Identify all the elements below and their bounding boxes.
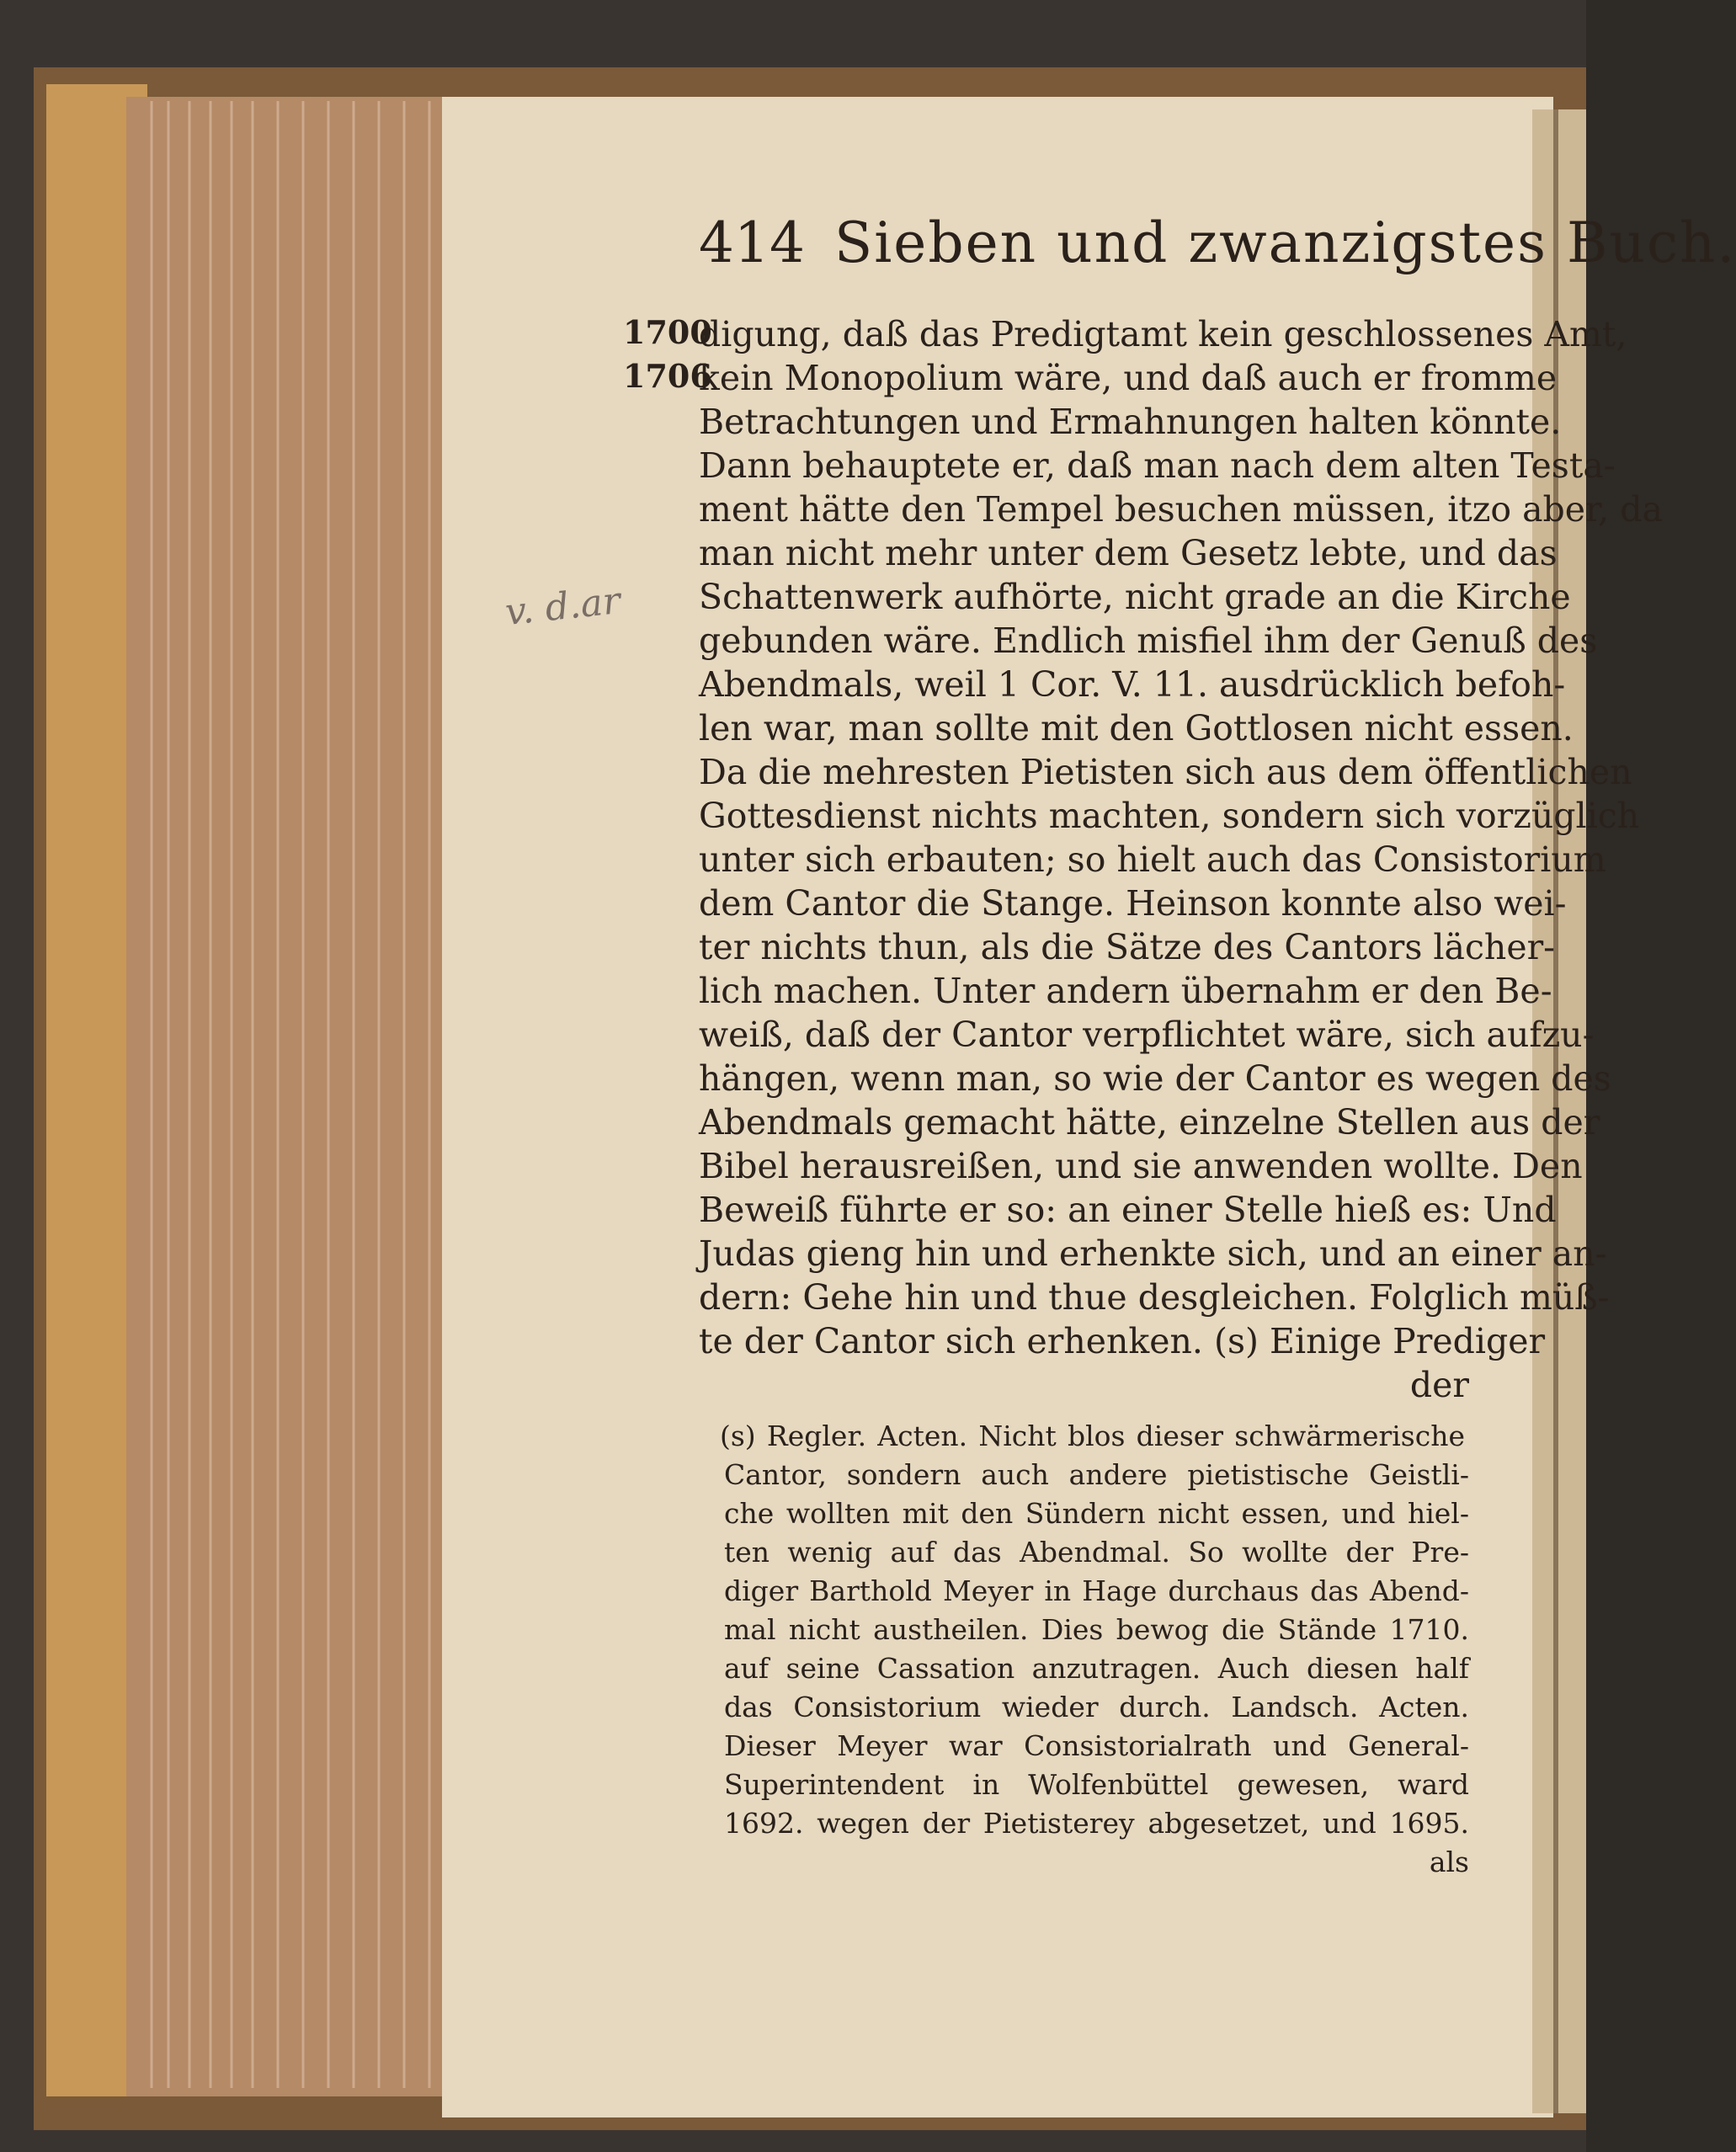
body-line-12: Gottesdienst nichts machten, sondern sich vorzüglich: [699, 796, 1640, 836]
body-line-24: te der Cantor sich erhenken. (s) Einige Prediger: [699, 1321, 1546, 1361]
body-line-23: dern: Gehe hin und thue desgleichen. Folglich müß-: [699, 1277, 1610, 1318]
page-number: 414: [699, 210, 805, 275]
margin-year-2: 1706: [623, 357, 712, 395]
body-line-9: Abendmals, weil 1 Cor. V. 11. ausdrücklich befoh-: [699, 664, 1566, 705]
footnote-line-1: (s) Regler. Acten. Nicht blos dieser schwärmerische: [720, 1420, 1465, 1452]
catchword: der: [1409, 1365, 1469, 1405]
footnote-line-9: Dieser Meyer war Consistorialrath und General-: [724, 1729, 1469, 1762]
footnote-line-6: mal nicht austheilen. Dies bewog die Stände 1710.: [724, 1613, 1469, 1646]
body-line-19: Abendmals gemacht hätte, einzelne Stellen aus der: [699, 1102, 1600, 1143]
body-line-2: kein Monopolium wäre, und daß auch er fromme: [699, 358, 1558, 398]
body-line-15: ter nichts thun, als die Sätze des Cantors lächer-: [699, 927, 1556, 967]
footnote-line-11: 1692. wegen der Pietisterey abgesetzet, und 1695.: [724, 1807, 1469, 1840]
body-line-4: Dann behauptete er, daß man nach dem alten Testa-: [699, 445, 1616, 486]
page-header: [699, 210, 1736, 295]
body-line-21: Beweiß führte er so: an einer Stelle hieß es: Und: [699, 1190, 1557, 1230]
running-title: Sieben und zwanzigstes Buch.: [833, 210, 1736, 275]
body-line-6: man nicht mehr unter dem Gesetz lebte, und das: [699, 533, 1558, 573]
body-line-1: digung, daß das Predigtamt kein geschlossenes Amt,: [699, 314, 1627, 354]
body-line-14: dem Cantor die Stange. Heinson konnte also wei-: [699, 883, 1567, 924]
body-line-8: gebunden wäre. Endlich misfiel ihm der Genuß des: [699, 621, 1598, 661]
pencil-margin-note: v. d.ar: [503, 578, 623, 635]
body-line-20: Bibel herausreißen, und sie anwenden wollte. Den: [699, 1146, 1583, 1186]
footnote-line-5: diger Barthold Meyer in Hage durchaus das Abend-: [724, 1574, 1469, 1607]
body-line-13: unter sich erbauten; so hielt auch das Consistorium: [699, 839, 1606, 880]
body-line-16: lich machen. Unter andern übernahm er den Be-: [699, 971, 1552, 1011]
body-line-22: Judas gieng hin und erhenkte sich, und an einer an-: [699, 1233, 1607, 1274]
margin-year-1: 1700: [623, 313, 712, 351]
footnote-line-2: Cantor, sondern auch andere pietistische Geistli-: [724, 1458, 1469, 1491]
body-line-5: ment hätte den Tempel besuchen müssen, itzo aber, da: [699, 489, 1663, 530]
body-line-11: Da die mehresten Pietisten sich aus dem öffentlichen: [699, 752, 1632, 792]
footnote-line-8: das Consistorium wieder durch. Landsch. Acten.: [724, 1691, 1469, 1723]
footnote-line-3: che wollten mit den Sündern nicht essen, und hiel-: [724, 1497, 1469, 1530]
body-line-3: Betrachtungen und Ermahnungen halten könnte.: [699, 402, 1562, 442]
footnote-line-10: Superintendent in Wolfenbüttel gewesen, ward: [724, 1768, 1469, 1801]
footnote-line-4: ten wenig auf das Abendmal. So wollte der Pre-: [724, 1536, 1469, 1569]
body-line-18: hängen, wenn man, so wie der Cantor es wegen des: [699, 1058, 1611, 1099]
footnote-catchword: als: [1429, 1846, 1469, 1878]
footnote-line-7: auf seine Cassation anzutragen. Auch diesen half: [724, 1652, 1469, 1685]
body-line-7: Schattenwerk aufhörte, nicht grade an die Kirche: [699, 577, 1571, 617]
body-line-17: weiß, daß der Cantor verpflichtet wäre, sich aufzu-: [699, 1015, 1595, 1055]
body-line-10: len war, man sollte mit den Gottlosen nicht essen.: [699, 708, 1574, 748]
